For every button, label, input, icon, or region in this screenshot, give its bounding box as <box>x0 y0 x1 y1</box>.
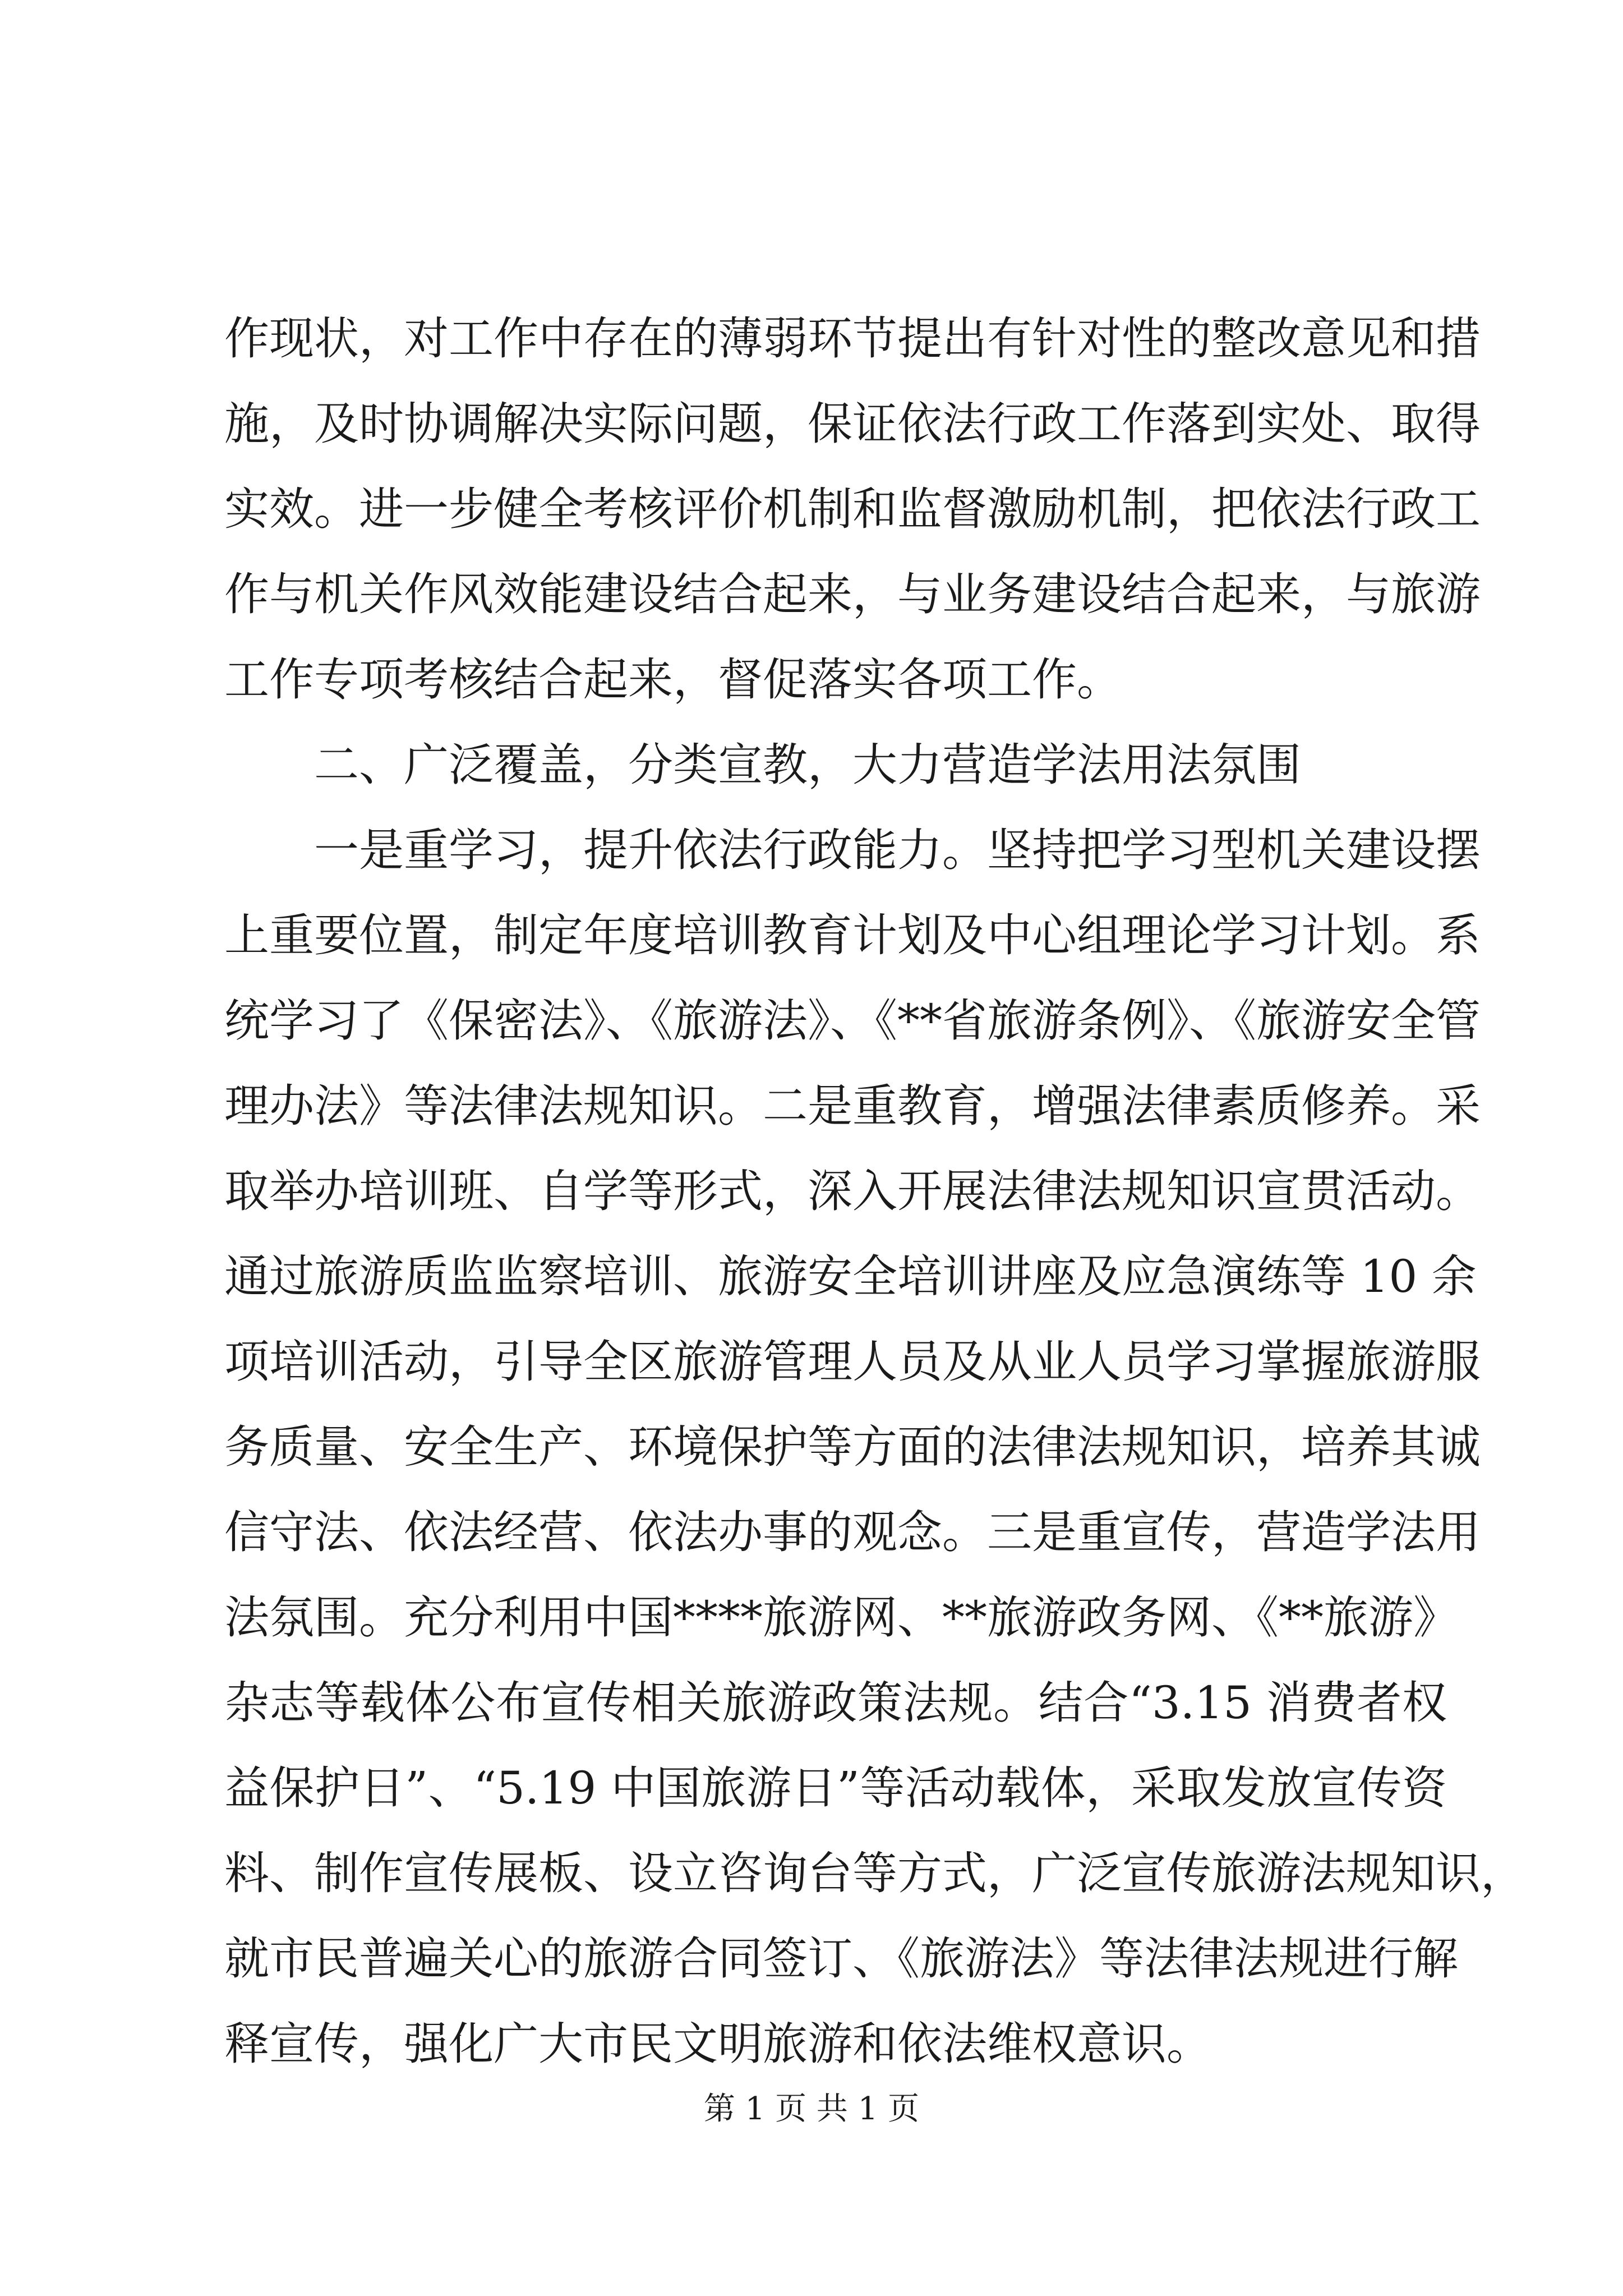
body-line: 作与机关作风效能建设结合起来，与业务建设结合起来，与旅游 <box>224 568 1481 620</box>
body-line: 项培训活动，引导全区旅游管理人员及从业人员学习掌握旅游服 <box>224 1336 1481 1388</box>
document-body <box>224 296 1525 2087</box>
body-line-paragraph-end: 工作专项考核结合起来，督促落实各项工作。 <box>224 654 1122 706</box>
body-line: 杂志等载体公布宣传相关旅游政策法规。结合“3.15 消费者权 <box>224 1677 1447 1729</box>
body-line: 上重要位置，制定年度培训教育计划及中心组理论学习计划。系 <box>224 909 1481 961</box>
body-line: 施，及时协调解决实际问题，保证依法行政工作落到实处、取得 <box>224 398 1481 450</box>
body-line-paragraph-end: 释宣传，强化广大市民文明旅游和依法维权意识。 <box>224 2018 1211 2070</box>
body-line: 作现状，对工作中存在的薄弱环节提出有针对性的整改意见和措 <box>224 312 1481 365</box>
page-number-footer: 第 1 页 共 1 页 <box>703 2091 920 2127</box>
body-line: 实效。进一步健全考核评价机制和监督激励机制，把依法行政工 <box>224 483 1481 535</box>
section-heading: 二、广泛覆盖，分类宣教，大力营造学法用法氛围 <box>314 739 1301 791</box>
body-line: 取举办培训班、自学等形式，深入开展法律法规知识宣贯活动。 <box>224 1165 1481 1217</box>
body-line: 益保护日”、“5.19 中国旅游日”等活动载体，采取发放宣传资 <box>224 1762 1447 1814</box>
body-line: 法氛围。充分利用中国****旅游网、**旅游政务网、《**旅游》 <box>224 1591 1458 1644</box>
body-line: 通过旅游质监监察培训、旅游安全培训讲座及应急演练等 10 余 <box>224 1250 1477 1303</box>
body-line: 务质量、安全生产、环境保护等方面的法律法规知识，培养其诚 <box>224 1421 1481 1473</box>
body-line: 料、制作宣传展板、设立咨询台等方式，广泛宣传旅游法规知识， <box>224 1847 1525 1899</box>
body-line: 就市民普遍关心的旅游合同签订、《旅游法》等法律法规进行解 <box>224 1932 1458 1985</box>
body-line: 统学习了《保密法》、《旅游法》、《**省旅游条例》、《旅游安全管 <box>224 995 1481 1047</box>
body-line: 信守法、依法经营、依法办事的观念。三是重宣传，营造学法用 <box>224 1506 1481 1558</box>
body-line: 理办法》等法律法规知识。二是重教育，增强法律素质修养。采 <box>224 1080 1481 1132</box>
body-line-paragraph-start: 一是重学习，提升依法行政能力。坚持把学习型机关建设摆 <box>314 824 1481 876</box>
